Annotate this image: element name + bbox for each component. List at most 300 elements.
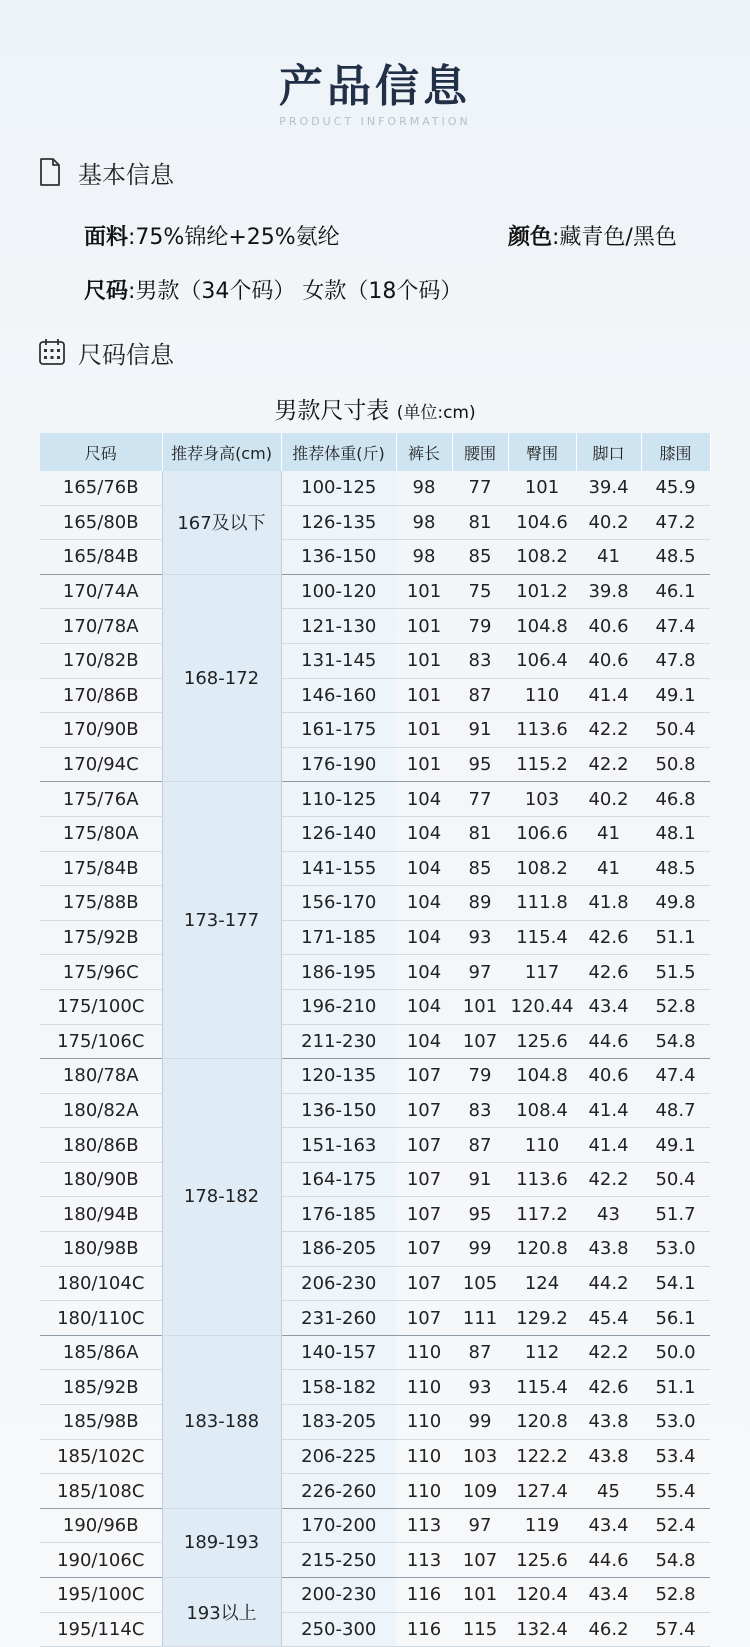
cell-length: 104: [396, 782, 452, 817]
cell-size: 180/82A: [40, 1093, 162, 1128]
cell-leg-opening: 40.2: [576, 505, 641, 540]
table-row: [40, 747, 710, 782]
cell-weight: 126-135: [281, 505, 396, 540]
cell-knee: 48.7: [641, 1093, 710, 1128]
cell-waist: 87: [452, 1335, 508, 1370]
cell-size: 185/86A: [40, 1335, 162, 1370]
cell-leg-opening: 42.6: [576, 1370, 641, 1405]
cell-waist: 107: [452, 1024, 508, 1059]
cell-length: 110: [396, 1474, 452, 1509]
cell-knee: 54.8: [641, 1024, 710, 1059]
table-row: [40, 1197, 710, 1232]
cell-waist: 87: [452, 678, 508, 713]
cell-leg-opening: 44.6: [576, 1024, 641, 1059]
fabric-label: 面料: [84, 225, 129, 250]
cell-length: 107: [396, 1128, 452, 1163]
cell-hip: 120.44: [508, 989, 576, 1024]
cell-weight: 215-250: [281, 1543, 396, 1578]
cell-size: 170/86B: [40, 678, 162, 713]
cell-hip: 106.4: [508, 643, 576, 678]
table-row: [40, 713, 710, 748]
header-height: 推荐身高(cm): [162, 433, 281, 471]
cell-length: 98: [396, 540, 452, 575]
cell-length: 113: [396, 1543, 452, 1578]
cell-knee: 52.8: [641, 989, 710, 1024]
cell-weight: 170-200: [281, 1508, 396, 1543]
cell-hip: 117: [508, 955, 576, 990]
cell-waist: 89: [452, 886, 508, 921]
cell-knee: 47.4: [641, 1059, 710, 1094]
cell-hip: 101: [508, 471, 576, 505]
cell-waist: 93: [452, 920, 508, 955]
cell-hip: 129.2: [508, 1301, 576, 1336]
cell-knee: 46.1: [641, 574, 710, 609]
cell-leg-opening: 43: [576, 1197, 641, 1232]
document-icon: [38, 157, 64, 187]
table-row: [40, 1024, 710, 1059]
cell-length: 101: [396, 747, 452, 782]
cell-size: 180/78A: [40, 1059, 162, 1094]
table-row: [40, 1232, 710, 1267]
table-row: [40, 1439, 710, 1474]
cell-leg-opening: 42.2: [576, 1162, 641, 1197]
cell-hip: 127.4: [508, 1474, 576, 1509]
cell-size: 195/100C: [40, 1578, 162, 1613]
cell-waist: 95: [452, 1197, 508, 1232]
cell-knee: 55.4: [641, 1474, 710, 1509]
cell-length: 116: [396, 1612, 452, 1647]
table-row: [40, 1335, 710, 1370]
cell-hip: 132.4: [508, 1612, 576, 1647]
cell-length: 98: [396, 471, 452, 505]
header-weight: 推荐体重(斤): [281, 433, 396, 471]
cell-hip: 113.6: [508, 1162, 576, 1197]
cell-waist: 99: [452, 1405, 508, 1440]
size-value: :男款（34个码） 女款（18个码）: [128, 279, 463, 304]
table-row: [40, 1059, 710, 1094]
table-row: [40, 609, 710, 644]
cell-knee: 50.4: [641, 1162, 710, 1197]
cell-length: 113: [396, 1508, 452, 1543]
table-row: [40, 1508, 710, 1543]
size-info-heading: [38, 335, 174, 369]
cell-weight: 131-145: [281, 643, 396, 678]
cell-waist: 91: [452, 1162, 508, 1197]
cell-length: 101: [396, 574, 452, 609]
table-row: [40, 471, 710, 505]
table-row: [40, 989, 710, 1024]
cell-size: 175/96C: [40, 955, 162, 990]
cell-hip: 104.6: [508, 505, 576, 540]
cell-length: 107: [396, 1197, 452, 1232]
cell-weight: 100-120: [281, 574, 396, 609]
color-label: 颜色: [508, 225, 553, 250]
cell-knee: 51.1: [641, 1370, 710, 1405]
cell-hip: 104.8: [508, 609, 576, 644]
cell-leg-opening: 41.4: [576, 1128, 641, 1163]
cell-knee: 50.4: [641, 713, 710, 748]
cell-hip: 115.4: [508, 920, 576, 955]
cell-hip: 119: [508, 1508, 576, 1543]
cell-waist: 91: [452, 713, 508, 748]
cell-leg-opening: 42.6: [576, 955, 641, 990]
cell-leg-opening: 40.2: [576, 782, 641, 817]
cell-leg-opening: 43.8: [576, 1439, 641, 1474]
cell-knee: 47.8: [641, 643, 710, 678]
cell-size: 175/92B: [40, 920, 162, 955]
cell-weight: 136-150: [281, 540, 396, 575]
cell-knee: 53.0: [641, 1232, 710, 1267]
cell-length: 101: [396, 713, 452, 748]
cell-waist: 93: [452, 1370, 508, 1405]
cell-waist: 109: [452, 1474, 508, 1509]
cell-size: 185/108C: [40, 1474, 162, 1509]
cell-length: 107: [396, 1266, 452, 1301]
cell-leg-opening: 41.8: [576, 886, 641, 921]
cell-waist: 81: [452, 505, 508, 540]
cell-leg-opening: 42.2: [576, 747, 641, 782]
cell-height: 173-177: [162, 782, 281, 1059]
cell-length: 110: [396, 1405, 452, 1440]
header-hip: 臀围: [508, 433, 576, 471]
cell-height: 189-193: [162, 1508, 281, 1577]
cell-hip: 112: [508, 1335, 576, 1370]
basic-info-heading: [38, 155, 174, 189]
cell-weight: 121-130: [281, 609, 396, 644]
cell-waist: 97: [452, 1508, 508, 1543]
cell-knee: 56.1: [641, 1301, 710, 1336]
cell-length: 107: [396, 1301, 452, 1336]
cell-hip: 124: [508, 1266, 576, 1301]
cell-size: 180/110C: [40, 1301, 162, 1336]
cell-waist: 107: [452, 1543, 508, 1578]
cell-hip: 110: [508, 1128, 576, 1163]
cell-knee: 52.8: [641, 1578, 710, 1613]
cell-waist: 83: [452, 1093, 508, 1128]
cell-height: 183-188: [162, 1335, 281, 1508]
cell-leg-opening: 41: [576, 851, 641, 886]
cell-leg-opening: 40.6: [576, 1059, 641, 1094]
cell-weight: 196-210: [281, 989, 396, 1024]
table-title: [0, 392, 750, 425]
cell-height: 168-172: [162, 574, 281, 782]
cell-size: 180/98B: [40, 1232, 162, 1267]
cell-hip: 125.6: [508, 1024, 576, 1059]
cell-waist: 99: [452, 1232, 508, 1267]
cell-leg-opening: 40.6: [576, 609, 641, 644]
cell-weight: 200-230: [281, 1578, 396, 1613]
cell-leg-opening: 43.8: [576, 1232, 641, 1267]
table-row: [40, 1162, 710, 1197]
cell-knee: 48.1: [641, 816, 710, 851]
cell-length: 116: [396, 1578, 452, 1613]
table-body: [40, 471, 710, 1647]
cell-hip: 104.8: [508, 1059, 576, 1094]
cell-hip: 108.2: [508, 851, 576, 886]
table-row: [40, 505, 710, 540]
table-row: [40, 1266, 710, 1301]
cell-size: 180/104C: [40, 1266, 162, 1301]
cell-size: 170/74A: [40, 574, 162, 609]
header-knee: 膝围: [641, 433, 710, 471]
cell-weight: 156-170: [281, 886, 396, 921]
cell-size: 180/86B: [40, 1128, 162, 1163]
cell-hip: 120.8: [508, 1232, 576, 1267]
cell-weight: 164-175: [281, 1162, 396, 1197]
cell-size: 175/106C: [40, 1024, 162, 1059]
cell-height: 167及以下: [162, 471, 281, 574]
table-row: [40, 574, 710, 609]
cell-knee: 53.0: [641, 1405, 710, 1440]
cell-weight: 151-163: [281, 1128, 396, 1163]
cell-knee: 50.8: [641, 747, 710, 782]
cell-length: 104: [396, 955, 452, 990]
cell-weight: 146-160: [281, 678, 396, 713]
cell-size: 185/98B: [40, 1405, 162, 1440]
cell-leg-opening: 43.8: [576, 1405, 641, 1440]
table-row: [40, 1093, 710, 1128]
cell-length: 101: [396, 678, 452, 713]
basic-info-heading-text: 基本信息: [78, 160, 174, 189]
cell-hip: 117.2: [508, 1197, 576, 1232]
cell-weight: 161-175: [281, 713, 396, 748]
cell-knee: 49.8: [641, 886, 710, 921]
cell-knee: 51.5: [641, 955, 710, 990]
cell-length: 104: [396, 886, 452, 921]
cell-leg-opening: 45.4: [576, 1301, 641, 1336]
cell-size: 185/102C: [40, 1439, 162, 1474]
cell-weight: 176-190: [281, 747, 396, 782]
cell-hip: 106.6: [508, 816, 576, 851]
cell-leg-opening: 42.2: [576, 713, 641, 748]
cell-weight: 186-195: [281, 955, 396, 990]
cell-length: 101: [396, 609, 452, 644]
header-leg-opening: 脚口: [576, 433, 641, 471]
cell-leg-opening: 44.2: [576, 1266, 641, 1301]
cell-weight: 183-205: [281, 1405, 396, 1440]
cell-waist: 111: [452, 1301, 508, 1336]
cell-length: 104: [396, 1024, 452, 1059]
cell-leg-opening: 42.6: [576, 920, 641, 955]
cell-size: 170/82B: [40, 643, 162, 678]
table-row: [40, 1474, 710, 1509]
color-info: [508, 220, 677, 251]
cell-leg-opening: 43.4: [576, 989, 641, 1024]
cell-waist: 77: [452, 471, 508, 505]
cell-size: 170/94C: [40, 747, 162, 782]
cell-waist: 85: [452, 851, 508, 886]
cell-leg-opening: 43.4: [576, 1578, 641, 1613]
cell-size: 175/88B: [40, 886, 162, 921]
cell-knee: 52.4: [641, 1508, 710, 1543]
cell-waist: 101: [452, 989, 508, 1024]
cell-size: 185/92B: [40, 1370, 162, 1405]
cell-size: 175/100C: [40, 989, 162, 1024]
cell-leg-opening: 40.6: [576, 643, 641, 678]
cell-leg-opening: 46.2: [576, 1612, 641, 1647]
cell-length: 107: [396, 1093, 452, 1128]
cell-size: 165/80B: [40, 505, 162, 540]
cell-size: 190/96B: [40, 1508, 162, 1543]
table-header-row: [40, 433, 710, 471]
table-row: [40, 955, 710, 990]
cell-leg-opening: 41: [576, 816, 641, 851]
cell-knee: 53.4: [641, 1439, 710, 1474]
cell-waist: 97: [452, 955, 508, 990]
page-title: 产品信息: [279, 61, 471, 112]
table-row: [40, 1301, 710, 1336]
cell-weight: 141-155: [281, 851, 396, 886]
cell-weight: 206-225: [281, 1439, 396, 1474]
cell-knee: 54.1: [641, 1266, 710, 1301]
cell-hip: 101.2: [508, 574, 576, 609]
cell-waist: 101: [452, 1578, 508, 1613]
cell-leg-opening: 43.4: [576, 1508, 641, 1543]
color-value: :藏青色/黑色: [552, 225, 677, 250]
page-subtitle: PRODUCT INFORMATION: [279, 115, 471, 128]
cell-leg-opening: 39.4: [576, 471, 641, 505]
cell-weight: 206-230: [281, 1266, 396, 1301]
cell-size: 170/90B: [40, 713, 162, 748]
table-unit: (单位:cm): [396, 403, 476, 423]
table-row: [40, 1405, 710, 1440]
cell-knee: 47.4: [641, 609, 710, 644]
cell-size: 165/84B: [40, 540, 162, 575]
cell-knee: 57.4: [641, 1612, 710, 1647]
cell-leg-opening: 39.8: [576, 574, 641, 609]
cell-waist: 79: [452, 609, 508, 644]
cell-knee: 47.2: [641, 505, 710, 540]
cell-hip: 110: [508, 678, 576, 713]
cell-hip: 111.8: [508, 886, 576, 921]
cell-length: 107: [396, 1162, 452, 1197]
table-row: [40, 678, 710, 713]
cell-hip: 120.8: [508, 1405, 576, 1440]
cell-size: 175/76A: [40, 782, 162, 817]
cell-leg-opening: 45: [576, 1474, 641, 1509]
cell-length: 101: [396, 643, 452, 678]
cell-height: 178-182: [162, 1059, 281, 1336]
cell-knee: 46.8: [641, 782, 710, 817]
cell-length: 107: [396, 1232, 452, 1267]
cell-waist: 103: [452, 1439, 508, 1474]
cell-hip: 108.4: [508, 1093, 576, 1128]
cell-weight: 110-125: [281, 782, 396, 817]
cell-length: 104: [396, 816, 452, 851]
cell-hip: 103: [508, 782, 576, 817]
cell-size: 175/80A: [40, 816, 162, 851]
cell-length: 110: [396, 1335, 452, 1370]
cell-leg-opening: 41.4: [576, 1093, 641, 1128]
cell-length: 104: [396, 920, 452, 955]
cell-length: 98: [396, 505, 452, 540]
cell-waist: 95: [452, 747, 508, 782]
table-row: [40, 851, 710, 886]
cell-hip: 120.4: [508, 1578, 576, 1613]
table-row: [40, 643, 710, 678]
cell-weight: 231-260: [281, 1301, 396, 1336]
table-row: [40, 782, 710, 817]
cell-hip: 113.6: [508, 713, 576, 748]
cell-waist: 115: [452, 1612, 508, 1647]
cell-waist: 77: [452, 782, 508, 817]
cell-waist: 85: [452, 540, 508, 575]
cell-weight: 126-140: [281, 816, 396, 851]
table-row: [40, 1370, 710, 1405]
cell-weight: 250-300: [281, 1612, 396, 1647]
cell-hip: 108.2: [508, 540, 576, 575]
size-info-heading-text: 尺码信息: [78, 340, 174, 369]
cell-hip: 122.2: [508, 1439, 576, 1474]
cell-leg-opening: 42.2: [576, 1335, 641, 1370]
cell-waist: 105: [452, 1266, 508, 1301]
calendar-icon: [38, 337, 64, 367]
table-row: [40, 540, 710, 575]
cell-knee: 45.9: [641, 471, 710, 505]
cell-hip: 115.2: [508, 747, 576, 782]
cell-waist: 87: [452, 1128, 508, 1163]
cell-leg-opening: 41: [576, 540, 641, 575]
cell-knee: 54.8: [641, 1543, 710, 1578]
cell-height: 193以上: [162, 1578, 281, 1647]
cell-length: 104: [396, 989, 452, 1024]
table-row: [40, 816, 710, 851]
header-size: 尺码: [40, 433, 162, 471]
table-title-text: 男款尺寸表: [274, 398, 390, 424]
cell-size: 195/114C: [40, 1612, 162, 1647]
table-row: [40, 886, 710, 921]
cell-leg-opening: 44.6: [576, 1543, 641, 1578]
cell-weight: 171-185: [281, 920, 396, 955]
table-row: [40, 1128, 710, 1163]
cell-weight: 226-260: [281, 1474, 396, 1509]
cell-knee: 49.1: [641, 678, 710, 713]
fabric-value: :75%锦纶+25%氨纶: [128, 225, 340, 250]
header-length: 裤长: [396, 433, 452, 471]
cell-size: 180/94B: [40, 1197, 162, 1232]
table-row: [40, 1543, 710, 1578]
cell-size: 165/76B: [40, 471, 162, 505]
cell-knee: 48.5: [641, 851, 710, 886]
size-count-info: [84, 274, 462, 305]
cell-weight: 186-205: [281, 1232, 396, 1267]
cell-knee: 51.1: [641, 920, 710, 955]
cell-knee: 48.5: [641, 540, 710, 575]
cell-size: 190/106C: [40, 1543, 162, 1578]
cell-weight: 120-135: [281, 1059, 396, 1094]
fabric-info: [84, 220, 340, 251]
size-table: [40, 433, 711, 1647]
cell-length: 110: [396, 1370, 452, 1405]
cell-weight: 100-125: [281, 471, 396, 505]
cell-weight: 140-157: [281, 1335, 396, 1370]
cell-hip: 125.6: [508, 1543, 576, 1578]
table-row: [40, 920, 710, 955]
cell-length: 110: [396, 1439, 452, 1474]
table-row: [40, 1612, 710, 1647]
cell-waist: 75: [452, 574, 508, 609]
cell-size: 170/78A: [40, 609, 162, 644]
header-waist: 腰围: [452, 433, 508, 471]
cell-knee: 51.7: [641, 1197, 710, 1232]
cell-size: 175/84B: [40, 851, 162, 886]
size-label: 尺码: [84, 279, 129, 304]
cell-weight: 176-185: [281, 1197, 396, 1232]
cell-length: 104: [396, 851, 452, 886]
cell-leg-opening: 41.4: [576, 678, 641, 713]
cell-weight: 136-150: [281, 1093, 396, 1128]
cell-waist: 83: [452, 643, 508, 678]
